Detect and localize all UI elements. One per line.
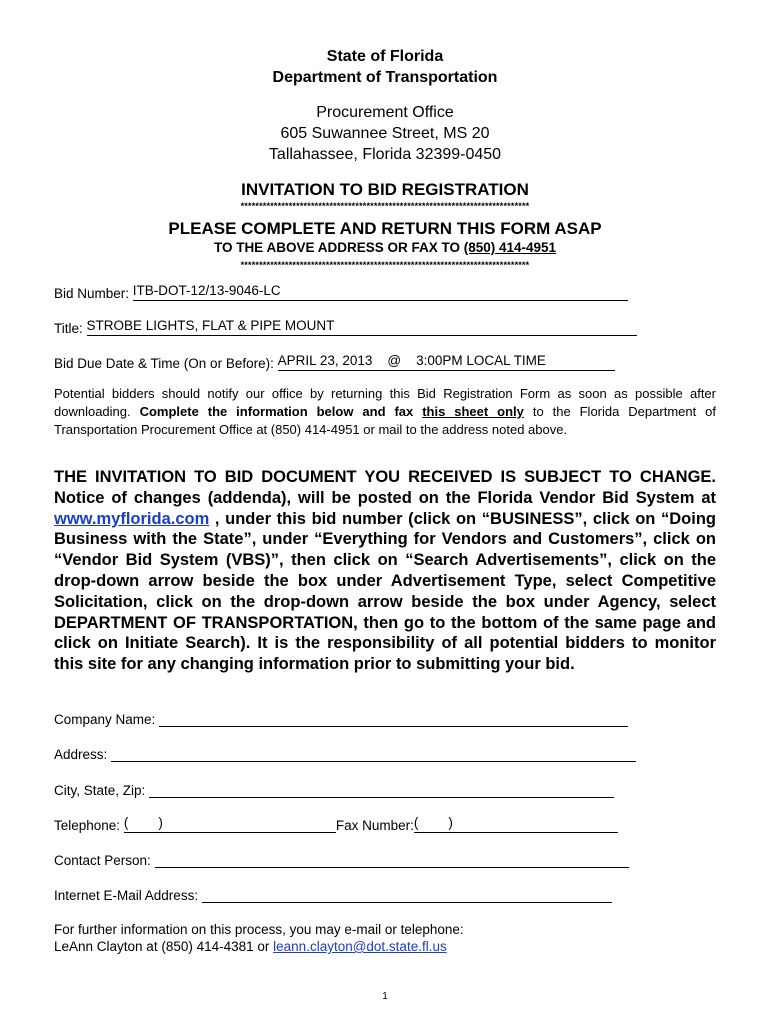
further-info-line1: For further information on this process, you may e-mail or telephone: [54,922,464,937]
address-field[interactable] [111,745,636,762]
instructions-paragraph [54,385,716,439]
city-state-zip-field[interactable] [149,781,614,798]
bid-number-row [54,284,628,301]
due-date-field [278,354,615,371]
telephone-field[interactable] [124,816,336,833]
page-number: 1 [382,991,388,1002]
header-department: Department of Transportation [272,69,498,86]
instructions-part1: Potential bidders should notify our office by returning this Bid Registration Form as soon as possible after downloading. [54,386,716,419]
due-date-label: Bid Due Date & Time (On or Before): [54,356,274,371]
return-prefix: TO THE ABOVE ADDRESS OR FAX TO [213,240,464,255]
fax-number-field[interactable] [414,816,618,833]
company-name-row [54,710,628,727]
instructions-part4: to the Florida Department of Transportation Procurement Office at (850) 414-4951 or mail to the address noted above. [54,404,716,437]
further-info [54,921,464,955]
telephone-label: Telephone: [54,818,121,833]
instructions-part3: this sheet only [422,404,524,419]
email-row [54,886,612,903]
company-name-field[interactable] [159,710,628,727]
title-row [54,319,637,336]
company-name-label: Company Name: [54,712,156,727]
header-state: State of Florida [326,48,444,65]
telephone-paren: ( ) [123,815,163,830]
fax-number-label: Fax Number: [335,818,414,833]
instructions-part2: Complete the information below and fax [139,404,414,419]
notice-part2: , under this bid number (click on “BUSINESS”, click on “Doing Business with the State”, under “Everything for Vendors and Customers”, click on “Vendor Bid System (VBS)”, then click on “Search Advertisements”, click on the drop-down arrow beside the box under Advertisement Type, select Competitive Solicitation, click on the drop-down arrow beside the box under Agency, select DEPARTMENT OF TRANSPORTATION, then go to the bottom of the same page and click on Initiate Search). It is the responsibility of all potential bidders to monitor this site for any changing information prior to submitting your bid. [54,509,716,674]
form-title: INVITATION TO BID REGISTRATION [241,180,529,199]
title-label: Title: [54,321,83,336]
title-value: STROBE LIGHTS, FLAT & PIPE MOUNT [86,318,335,333]
address-label: Address: [54,747,108,762]
telephone-row [54,816,618,833]
email-field[interactable] [202,886,612,903]
header-street: 605 Suwannee Street, MS 20 [280,125,490,142]
return-instructions [0,240,770,255]
address-row [54,745,636,762]
please-complete-heading: PLEASE COMPLETE AND RETURN THIS FORM ASAP [168,219,602,238]
return-fax-number: (850) 414-4951 [463,240,557,255]
fax-paren: ( ) [413,815,453,830]
header-office: Procurement Office [316,104,454,121]
contact-email-link[interactable]: leann.clayton@dot.state.fl.us [273,939,447,954]
further-info-line2 [54,938,464,955]
bid-number-value: ITB-DOT-12/13-9046-LC [132,283,281,298]
due-date-row [54,354,615,371]
due-date-value: APRIL 23, 2013 @ 3:00PM LOCAL TIME [277,353,546,368]
city-state-zip-row [54,781,614,798]
stars-divider-top: ****************************************************************************** [240,201,530,211]
contact-person-field[interactable] [155,851,629,868]
notice-paragraph [54,467,716,675]
notice-part1: THE INVITATION TO BID DOCUMENT YOU RECEIVED IS SUBJECT TO CHANGE. Notice of changes (addenda), will be posted on the Florida Vendor Bid System at [54,468,716,507]
myflorida-link[interactable]: www.myflorida.com [54,509,210,528]
title-field [87,319,637,336]
email-label: Internet E-Mail Address: [54,888,199,903]
contact-person-label: Contact Person: [54,853,151,868]
header-city: Tallahassee, Florida 32399-0450 [268,146,502,163]
bid-number-label: Bid Number: [54,286,130,301]
bid-number-field [133,284,628,301]
city-state-zip-label: City, State, Zip: [54,783,146,798]
contact-person-row [54,851,629,868]
further-info-prefix: LeAnn Clayton at (850) 414-4381 or [54,939,274,954]
stars-divider-bottom: ****************************************************************************** [240,260,530,270]
